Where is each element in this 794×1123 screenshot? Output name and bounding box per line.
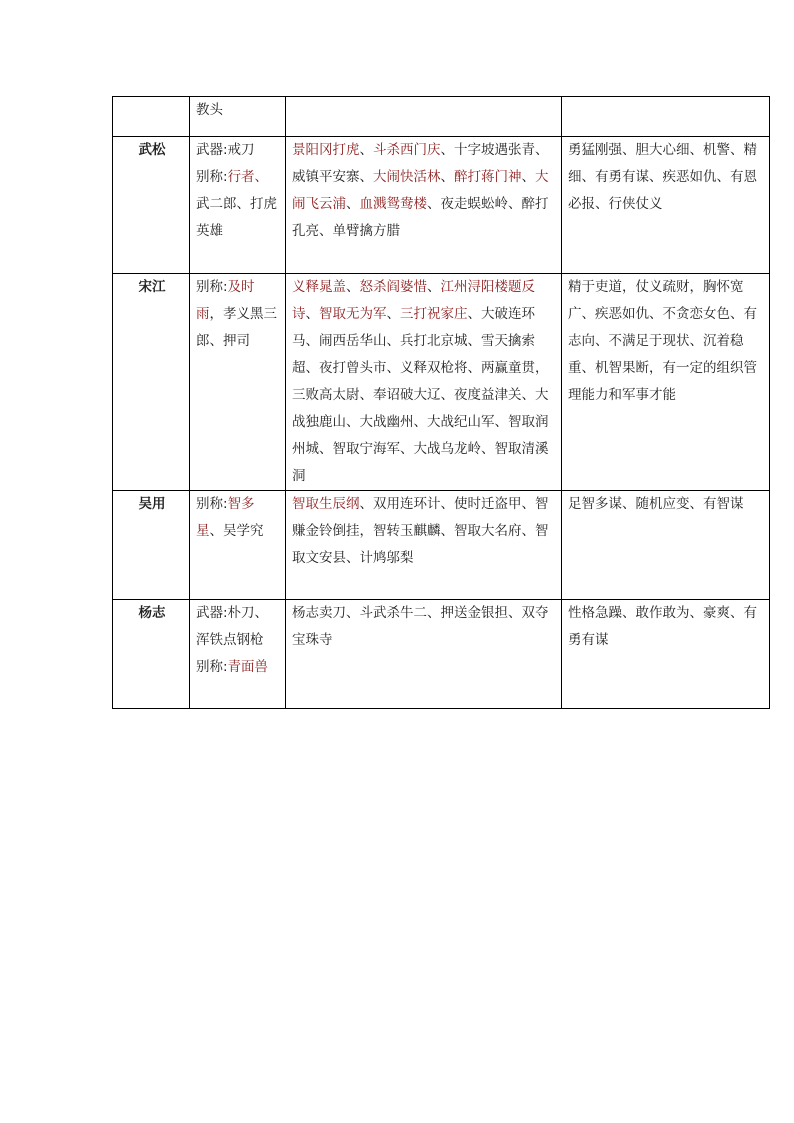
alias-line: 别称:行者、武二郎、打虎英雄 — [196, 169, 277, 239]
table-row — [113, 97, 770, 137]
table-row — [113, 600, 770, 709]
events-cell: 智取生辰纲、双用连环计、使时迁盗甲、智赚金铃倒挂，智转玉麒麟、智取大名府、智取文安县、计鸠邬梨 — [286, 491, 562, 600]
alias-line: 别称:智多星、吴学究 — [196, 496, 264, 539]
events-cell — [286, 97, 562, 137]
alias-line: 别称:及时雨，孝义黑三郎、押司 — [196, 279, 277, 349]
traits-cell — [562, 97, 770, 137]
character-name — [113, 97, 190, 137]
alias-cell — [190, 97, 286, 137]
weapon-line: 武器:朴刀、浑铁点钢枪 — [196, 605, 269, 648]
events-cell: 义释晁盖、怒杀阎婆惜、江州浔阳楼题反诗、智取无为军、三打祝家庄、大破连环马、闹西岳华山、兵打北京城、雪天擒索超、夜打曾头市、义释双枪将、两赢童贯，三败高太尉、奉诏破大辽、夜度益津关、大战独鹿山、大战幽州、大战纪山军、智取润州城、智取宁海军、大战乌龙岭、智取清溪洞 — [286, 274, 562, 491]
table-row — [113, 491, 770, 600]
traits-cell: 足智多谋、随机应变、有智谋 — [562, 491, 770, 600]
character-name: 宋江 — [113, 274, 190, 491]
character-name: 吴用 — [113, 491, 190, 600]
alias-cell — [190, 274, 286, 491]
traits-cell: 性格急躁、敢作敢为、豪爽、有勇有谋 — [562, 600, 770, 709]
weapon-line: 武器:戒刀 — [196, 142, 255, 158]
alias-cell — [190, 600, 286, 709]
alias-cell — [190, 137, 286, 274]
traits-cell: 精于吏道，仗义疏财，胸怀宽广、疾恶如仇、不贪恋女色、有志向、不满足于现状、沉着稳重、机智果断，有一定的组织管理能力和军事才能 — [562, 274, 770, 491]
alias-line: 教头 — [196, 102, 223, 118]
alias-line: 别称:青面兽 — [196, 659, 269, 675]
table-row — [113, 137, 770, 274]
alias-cell — [190, 491, 286, 600]
table-row — [113, 274, 770, 491]
events-cell: 景阳冈打虎、斗杀西门庆、十字坡遇张青、威镇平安寨、大闹快活林、醉打蒋门神、大闹飞云浦、血溅鸳鸯楼、夜走蜈蚣岭、醉打孔亮、单臂擒方腊 — [286, 137, 562, 274]
traits-cell: 勇猛刚强、胆大心细、机警、精细、有勇有谋、疾恶如仇、有恩必报、行侠仗义 — [562, 137, 770, 274]
events-cell: 杨志卖刀、斗武杀牛二、押送金银担、双夺宝珠寺 — [286, 600, 562, 709]
character-table — [112, 96, 770, 709]
character-name: 武松 — [113, 137, 190, 274]
character-name: 杨志 — [113, 600, 190, 709]
